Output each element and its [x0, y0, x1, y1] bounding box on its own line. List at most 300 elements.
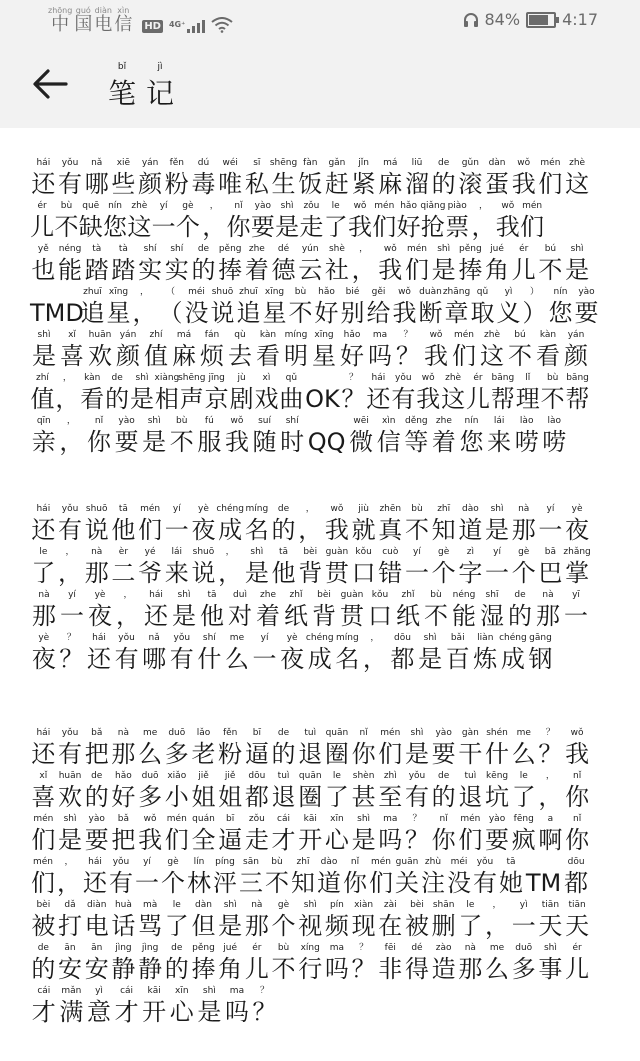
note-char: [377, 244, 404, 284]
note-char-pinyin: ，: [225, 547, 235, 557]
note-char: [361, 633, 389, 673]
note-char-text: 要: [431, 740, 456, 768]
note-char-pinyin: xiàn: [354, 900, 374, 910]
note-char-pinyin: yí: [413, 547, 421, 557]
carrier-char-hanzi: 国: [74, 14, 93, 35]
note-char-text: 被: [31, 912, 56, 940]
note-char-text: 圈: [324, 740, 349, 768]
note-char: [314, 287, 340, 327]
note-char: [168, 986, 196, 1026]
note-char-pinyin: shì: [135, 373, 149, 383]
note-char-pinyin: ma: [329, 943, 345, 953]
note-char: [85, 416, 113, 456]
note-char-text: 不: [169, 428, 194, 456]
note-char-text: 给: [366, 299, 391, 327]
note-char: [324, 814, 351, 854]
note-char: [366, 373, 391, 413]
note-char: [163, 158, 190, 198]
note-char: [30, 771, 57, 811]
note-line: [30, 330, 590, 370]
note-char-pinyin: ān: [64, 943, 76, 953]
note-char-text: 吗: [368, 342, 392, 370]
note-char-text: 是: [485, 516, 510, 544]
note-char: [457, 547, 484, 587]
note-char-text: 们: [164, 826, 189, 854]
note-char: [297, 900, 324, 940]
note-char-pinyin: hái: [36, 504, 51, 514]
note-char-text: 看: [256, 342, 280, 370]
note-char: [160, 857, 186, 897]
note-char: [168, 633, 196, 673]
note-char-pinyin: zhǎng: [563, 547, 591, 557]
note-char-pinyin: bǎ: [117, 814, 130, 824]
note-char: [238, 857, 264, 897]
note-char-text: 了: [31, 559, 56, 587]
note-char: [377, 728, 404, 768]
note-char-text: 实: [164, 256, 189, 284]
note-char: [85, 633, 113, 673]
note-char: [457, 504, 484, 544]
note-char: [30, 986, 58, 1026]
note-char-pinyin: mǎn: [61, 986, 82, 996]
note-char-pinyin: huān: [88, 330, 112, 340]
note-char-text: 饭: [298, 170, 323, 198]
note-char-pinyin: bié: [345, 287, 360, 297]
note-char-text: 是: [172, 602, 196, 630]
note-char-pinyin: tuì: [277, 771, 290, 781]
note-char-pinyin: tà: [118, 244, 128, 254]
note-char-pinyin: ？: [545, 728, 555, 738]
note-char-text: 删: [431, 912, 456, 940]
note-char-pinyin: hái: [149, 590, 163, 600]
note-char: [30, 728, 57, 768]
note-char-pinyin: zhè: [445, 373, 462, 383]
note-char: [563, 857, 589, 897]
note-char-pinyin: xǐ: [39, 771, 48, 781]
note-char-pinyin: yè: [94, 590, 106, 600]
note-char-text: 得: [404, 955, 429, 983]
note-char-text: 值: [144, 342, 168, 370]
note-char-pinyin: ér: [37, 201, 47, 211]
note-char: [310, 330, 338, 370]
note-char: [83, 814, 110, 854]
note-char: [350, 547, 377, 587]
note-char-pinyin: zhe: [248, 244, 265, 254]
note-char-pinyin: mén: [370, 857, 392, 867]
note-char-text: 欢: [58, 783, 83, 811]
note-char-text: ？: [404, 826, 429, 854]
note-char-pinyin: yí: [143, 857, 151, 867]
note-char-pinyin: dōu: [394, 633, 411, 643]
note-char-pinyin: ，: [305, 504, 315, 514]
note-char: [151, 201, 176, 241]
note-char: [223, 416, 251, 456]
note-char-text: 这: [127, 213, 152, 241]
note-char: [244, 158, 271, 198]
note-char-text: 您: [459, 428, 484, 456]
note-char: [564, 728, 591, 768]
note-char-text: 欢: [88, 342, 112, 370]
note-char-text: 安: [58, 955, 83, 983]
note-char-text: 时: [280, 428, 305, 456]
note-char-text: ，: [351, 256, 376, 284]
note-char-pinyin: cái: [277, 814, 291, 824]
note-char: [350, 728, 377, 768]
note-char-pinyin: yì: [95, 986, 103, 996]
note-char-pinyin: huà: [114, 900, 132, 910]
note-char-text: 意: [86, 998, 111, 1026]
note-char: [113, 633, 141, 673]
note-char: [506, 590, 534, 630]
note-line: [30, 416, 568, 456]
note-char-pinyin: hái: [92, 633, 106, 643]
note-char: [30, 547, 57, 587]
note-char-text: 了: [164, 912, 189, 940]
note-char-text: 麻: [172, 342, 196, 370]
note-char-pinyin: jiě: [224, 771, 236, 781]
note-char-text: 义: [496, 299, 521, 327]
note-char-text: 话: [111, 912, 136, 940]
note-char: [30, 201, 55, 241]
note-char-text: 生: [271, 170, 296, 198]
note-char-pinyin: shí: [202, 633, 216, 643]
note-char: [465, 373, 491, 413]
note-char-pinyin: dé: [411, 943, 423, 953]
note-char: [217, 547, 244, 587]
note-char: [83, 728, 110, 768]
note-char-text: 被: [404, 912, 429, 940]
note-char-text: 二: [111, 559, 136, 587]
note-char: [404, 900, 431, 940]
note-char-pinyin: tiān: [568, 900, 586, 910]
note-char: [324, 158, 351, 198]
note-char-pinyin: ，: [359, 244, 369, 254]
note-char-pinyin: shì: [37, 330, 51, 340]
note-char: [163, 814, 190, 854]
note-char: [430, 416, 458, 456]
note-char-pinyin: jué: [490, 244, 504, 254]
carrier-char-pinyin: diàn: [94, 6, 112, 15]
note-char: [350, 814, 377, 854]
note-char-text: 夜: [31, 645, 56, 673]
note-char-text: 着: [256, 602, 280, 630]
note-char: [30, 158, 57, 198]
note-char-text: 是: [197, 998, 222, 1026]
note-char-text: 都: [244, 783, 269, 811]
note-char-text: 赶: [324, 170, 349, 198]
note-char-pinyin: huān: [58, 771, 82, 781]
note-char-pinyin: bù: [411, 504, 423, 514]
note-char-text: 么: [511, 740, 536, 768]
note-char-pinyin: gè: [182, 201, 194, 211]
note-char-pinyin: wǒ: [230, 416, 244, 426]
note-char: [515, 373, 540, 413]
note-char: [484, 771, 511, 811]
note-char-pinyin: shì: [202, 986, 216, 996]
note-char-text: 云: [298, 256, 323, 284]
note-char-pinyin: yǒu: [112, 857, 130, 867]
note-char-text: 们: [372, 213, 397, 241]
note-char: [270, 504, 297, 544]
note-char-text: TMD: [30, 299, 84, 327]
note-char-pinyin: shí: [170, 244, 184, 254]
note-char-text: 的: [431, 783, 456, 811]
note-char-text: 才: [271, 826, 296, 854]
note-char: [323, 201, 348, 241]
note-char: [278, 416, 306, 456]
note-char-text: 多: [511, 955, 536, 983]
note-char-text: 事: [538, 955, 563, 983]
note-char: [226, 201, 251, 241]
note-char-text: 还: [31, 170, 56, 198]
note-char: [574, 287, 600, 327]
note-char-pinyin: kāi: [303, 814, 317, 824]
note-char-text: 来: [487, 428, 512, 456]
note-char-text: 就: [351, 516, 376, 544]
note-char-text: TM: [525, 869, 562, 897]
note-char: [137, 900, 164, 940]
note-char-text: 京: [204, 385, 229, 413]
note-char-pinyin: pěng: [459, 244, 482, 254]
note-char-text: 行: [298, 955, 323, 983]
note-char: [297, 547, 324, 587]
note-char-pinyin: yún: [301, 244, 319, 254]
note-char: [210, 287, 236, 327]
note-char-text: 滚: [458, 170, 483, 198]
note-char-text: 您: [103, 213, 128, 241]
note-char-text: 们: [369, 869, 393, 897]
note-char-pinyin: zhī: [296, 857, 310, 867]
note-char: [137, 771, 164, 811]
clock: 4:17: [562, 10, 598, 29]
note-char: [127, 201, 152, 241]
note-char: [350, 771, 377, 811]
note-char-text: 要: [84, 826, 109, 854]
note-char: [404, 814, 431, 854]
note-char: [537, 244, 564, 284]
note-char: [108, 857, 134, 897]
note-char-pinyin: zhè: [131, 201, 148, 211]
note-char: [403, 416, 431, 456]
note-char: [196, 633, 224, 673]
note-char-pinyin: nǐ: [439, 814, 448, 824]
note-char-text: 有: [473, 869, 497, 897]
note-char-text: 们: [31, 826, 56, 854]
note-char: [110, 943, 137, 983]
note-char-text: ）: [522, 299, 547, 327]
note-char-text: 唠: [542, 428, 567, 456]
note-line: [30, 857, 589, 897]
note-char: [416, 633, 444, 673]
note-char-pinyin: xīn: [330, 814, 344, 824]
note-char-pinyin: gǔn: [461, 158, 479, 168]
note-char: [83, 547, 110, 587]
note-char-text: 都: [564, 869, 589, 897]
note-char-text: ？: [351, 955, 376, 983]
note-char-text: 他: [271, 559, 296, 587]
note-char-text: 着: [244, 256, 269, 284]
note-char: [163, 728, 190, 768]
note-char: [510, 158, 537, 198]
note-char-text: 不: [54, 213, 79, 241]
note-char-pinyin: duō: [168, 728, 186, 738]
note-char: [244, 244, 271, 284]
note-char-pinyin: bǎi: [450, 633, 465, 643]
note-char-pinyin: shì: [423, 633, 437, 643]
note-char-pinyin: yì: [504, 287, 513, 297]
note-char: [80, 373, 105, 413]
note-char: [217, 943, 244, 983]
note-line: [30, 986, 278, 1026]
note-char-pinyin: yǒu: [395, 373, 412, 383]
note-char-pinyin: shí: [143, 244, 157, 254]
note-line: [30, 244, 590, 284]
note-char: [510, 547, 537, 587]
carrier-char-pinyin: guó: [75, 6, 91, 15]
note-char-text: 坑: [485, 783, 510, 811]
note-char-pinyin: zhe: [260, 590, 276, 600]
note-char: [484, 943, 511, 983]
note-char: [229, 373, 254, 413]
note-char: [30, 299, 84, 327]
note-char-pinyin: kǒu: [355, 547, 372, 557]
note-char-text: 儿: [465, 385, 490, 413]
back-button[interactable]: [26, 60, 74, 108]
note-char: [254, 590, 282, 630]
note-char-text: 颜: [564, 342, 588, 370]
note-char: [114, 590, 142, 630]
note-char: [137, 244, 164, 284]
note-char-text: 们: [458, 826, 483, 854]
note-char-pinyin: néng: [58, 244, 82, 254]
note-char-pinyin: yì: [519, 900, 528, 910]
carrier-char-pinyin: xìn: [117, 6, 130, 15]
note-char-pinyin: nǎ: [148, 633, 160, 643]
note-char-text: 追: [80, 299, 105, 327]
note-char: [564, 814, 591, 854]
note-char-pinyin: shì: [63, 814, 77, 824]
note-char: [57, 244, 84, 284]
note-char-pinyin: zào: [435, 943, 452, 953]
note-char-text: （: [158, 299, 183, 327]
note-char-text: 明: [284, 342, 308, 370]
note-char-text: 了: [324, 783, 349, 811]
note-char: [270, 728, 297, 768]
note-char: [324, 244, 351, 284]
note-char-text: 粉: [164, 170, 189, 198]
note-char: [510, 504, 537, 544]
note-char-text: 你: [431, 826, 456, 854]
note-char: [85, 986, 113, 1026]
note-char-text: 是: [275, 213, 300, 241]
note-char-text: 你: [226, 213, 251, 241]
note-char: [564, 158, 591, 198]
note-char: [204, 373, 229, 413]
note-char: [564, 771, 591, 811]
carrier-char-pinyin: zhōng: [48, 6, 73, 15]
note-char-text: 的: [271, 516, 296, 544]
note-char-text: 断: [418, 299, 443, 327]
note-char-pinyin: liū: [411, 158, 423, 168]
note-char: [113, 416, 141, 456]
note-char: [368, 857, 394, 897]
note-char-text: 不: [508, 342, 532, 370]
note-char: [457, 771, 484, 811]
note-char: [279, 373, 304, 413]
note-char-pinyin: guān: [395, 857, 419, 867]
note-char-text: 溜: [404, 170, 429, 198]
note-char-text: 心: [324, 826, 349, 854]
note-char: [270, 814, 297, 854]
note-char-text: 这: [441, 385, 466, 413]
note-char-text: 喜: [60, 342, 84, 370]
note-char: [375, 416, 403, 456]
note-char: [404, 728, 431, 768]
note-char-text: 理: [515, 385, 540, 413]
note-char-text: 有: [169, 645, 194, 673]
note-char-text: 了: [458, 912, 483, 940]
note-char-text: 成: [500, 645, 525, 673]
carrier-char: [48, 6, 72, 35]
note-char-text: 是: [565, 256, 590, 284]
note-char-text: 掌: [565, 559, 590, 587]
note-char-pinyin: wǒ: [421, 373, 435, 383]
note-char-text: 好: [314, 299, 339, 327]
note-char: [297, 728, 324, 768]
note-char-text: 个: [161, 869, 185, 897]
note-char-text: 个: [431, 559, 456, 587]
note-char-pinyin: sān: [243, 857, 259, 867]
note-char: [57, 547, 84, 587]
note-char: [420, 857, 446, 897]
note-char: [278, 633, 306, 673]
note-char: [297, 943, 324, 983]
note-char-text: 私: [244, 170, 269, 198]
note-char: [537, 547, 564, 587]
note-char: [499, 633, 527, 673]
note-char-pinyin: le: [332, 771, 341, 781]
note-char-text: 德: [271, 256, 296, 284]
note-char: [142, 590, 170, 630]
note-char-pinyin: má: [383, 158, 398, 168]
note-char-pinyin: zhuī: [239, 287, 258, 297]
note-char: [217, 900, 244, 940]
note-char-pinyin: diàn: [87, 900, 107, 910]
note-char: [58, 330, 86, 370]
note-char: [216, 504, 244, 544]
note-char-text: 没: [184, 299, 209, 327]
note-char: [458, 416, 486, 456]
note-char: [366, 330, 394, 370]
note-char-pinyin: xíng: [300, 943, 320, 953]
note-char: [244, 504, 271, 544]
note-char-pinyin: me: [229, 633, 245, 643]
note-char-pinyin: mà: [142, 900, 158, 910]
note-char-pinyin: zhe: [435, 416, 452, 426]
note-char-text: ，: [116, 602, 140, 630]
note-char-text: ，: [132, 299, 157, 327]
note-char-text: ，: [218, 559, 243, 587]
note-char-pinyin: me: [142, 728, 158, 738]
battery-percent: 84%: [484, 10, 521, 29]
note-char-pinyin: gěi: [371, 287, 386, 297]
note-char-text: 好: [111, 783, 136, 811]
note-char-pinyin: hái: [371, 373, 386, 383]
note-char-pinyin: míng: [245, 504, 269, 514]
note-char-text: 不: [271, 955, 296, 983]
note-char: [377, 504, 404, 544]
note-char-text: ？: [396, 342, 420, 370]
